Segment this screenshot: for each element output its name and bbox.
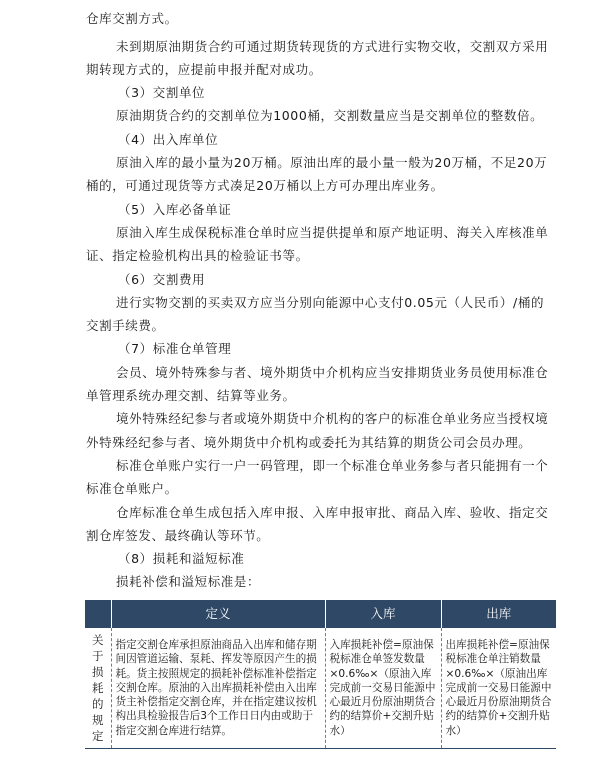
paragraph: 原油入库的最小量为20万桶。原油出库的最小量一般为20万桶，不足20万 [116, 155, 548, 170]
section-heading: （7）标准仓单管理 [118, 341, 232, 356]
paragraph: 交割手续费。 [86, 318, 165, 333]
paragraph: 仓库交割方式。 [86, 11, 178, 26]
paragraph: 原油入库生成保税标准仓单时应当提供提单和原产地证明、海关入库核准单 [116, 225, 549, 240]
paragraph: 标准仓单账户实行一户一码管理，即一个标准仓单业务参与者只能拥有一个 [116, 458, 549, 473]
table-header-inbound: 入库 [325, 600, 441, 628]
row-header-char: 的 [92, 697, 104, 711]
cell-definition: 指定交割仓库承担原油商品入出库和储存期间因管道运输、泵耗、挥发等原因产生的损耗。货主按照规定的损耗补偿标准补偿指定交割仓库。原油的入出库损耗补偿由入出库货主补偿指定交割仓库，并在指定建议按机构出具检验报告后3个工作日日内由或助于指定交割仓库进行结算。 [111, 628, 325, 749]
paragraph: 桶的，可通过现货等方式凑足20万桶以上方可办理出库业务。 [86, 178, 444, 193]
paragraph: 进行实物交割的买卖双方应当分别向能源中心支付0.05元（人民币）/桶的 [116, 295, 545, 310]
table-header-definition: 定义 [111, 600, 325, 628]
paragraph: 损耗补偿和溢短标准是： [116, 574, 261, 589]
row-header-char: 于 [92, 649, 104, 663]
row-header-char: 损 [92, 665, 104, 679]
section-heading: （5）入库必备单证 [118, 202, 232, 217]
paragraph: 标准仓单账户。 [86, 481, 178, 496]
table-header-blank [85, 600, 111, 628]
row-header-char: 耗 [92, 681, 104, 695]
section-heading: （8）损耗和溢短标准 [118, 551, 245, 566]
paragraph: 未到期原油期货合约可通过期货转现货的方式进行实物交收，交割双方采用 [116, 39, 549, 54]
paragraph: 原油期货合约的交割单位为1000桶，交割数量应当是交割单位的整数倍。 [116, 108, 544, 123]
section-heading: （6）交割费用 [118, 272, 206, 287]
paragraph: 割仓库签发、最终确认等环节。 [86, 528, 270, 543]
section-heading: （4）出入库单位 [118, 132, 219, 147]
row-header-loss-rules [85, 628, 111, 749]
table-row [85, 628, 556, 749]
paragraph: 单管理系统办理交割、结算等业务。 [86, 388, 296, 403]
cell-outbound: 出库损耗补偿=原油保税标准仓单注销数量×0.6‰×（原油出库完成前一交易日能源中心最近月份原油期货合约的结算价+交割升贴水） [441, 628, 556, 749]
paragraph: 证、指定检验机构出具的检验证书等。 [86, 248, 309, 263]
cell-inbound: 入库损耗补偿=原油保税标准仓单签发数量×0.6‰×（原油入库完成前一交易日能源中心最近月份原油期货合约的结算价+交割升贴水） [325, 628, 441, 749]
row-header-char: 定 [92, 729, 104, 743]
paragraph: 仓库标准仓单生成包括入库申报、入库申报审批、商品入库、验收、指定交 [116, 505, 549, 520]
row-header-char: 关 [92, 633, 104, 647]
paragraph: 会员、境外特殊参与者、境外期货中介机构应当安排期货业务员使用标准仓 [116, 365, 549, 380]
row-header-char: 规 [92, 713, 104, 727]
paragraph: 外特殊经纪参与者、境外期货中介机构或委托为其结算的期货公司会员办理。 [86, 435, 532, 450]
table-header-row [85, 600, 556, 628]
paragraph: 境外特殊经纪参与者或境外期货中介机构的客户的标准仓单业务应当授权境 [116, 411, 549, 426]
table-header-outbound: 出库 [441, 600, 556, 628]
paragraph: 期转现方式的，应提前申报并配对成功。 [86, 62, 322, 77]
section-heading: （3）交割单位 [118, 85, 206, 100]
loss-compensation-table [85, 600, 556, 749]
